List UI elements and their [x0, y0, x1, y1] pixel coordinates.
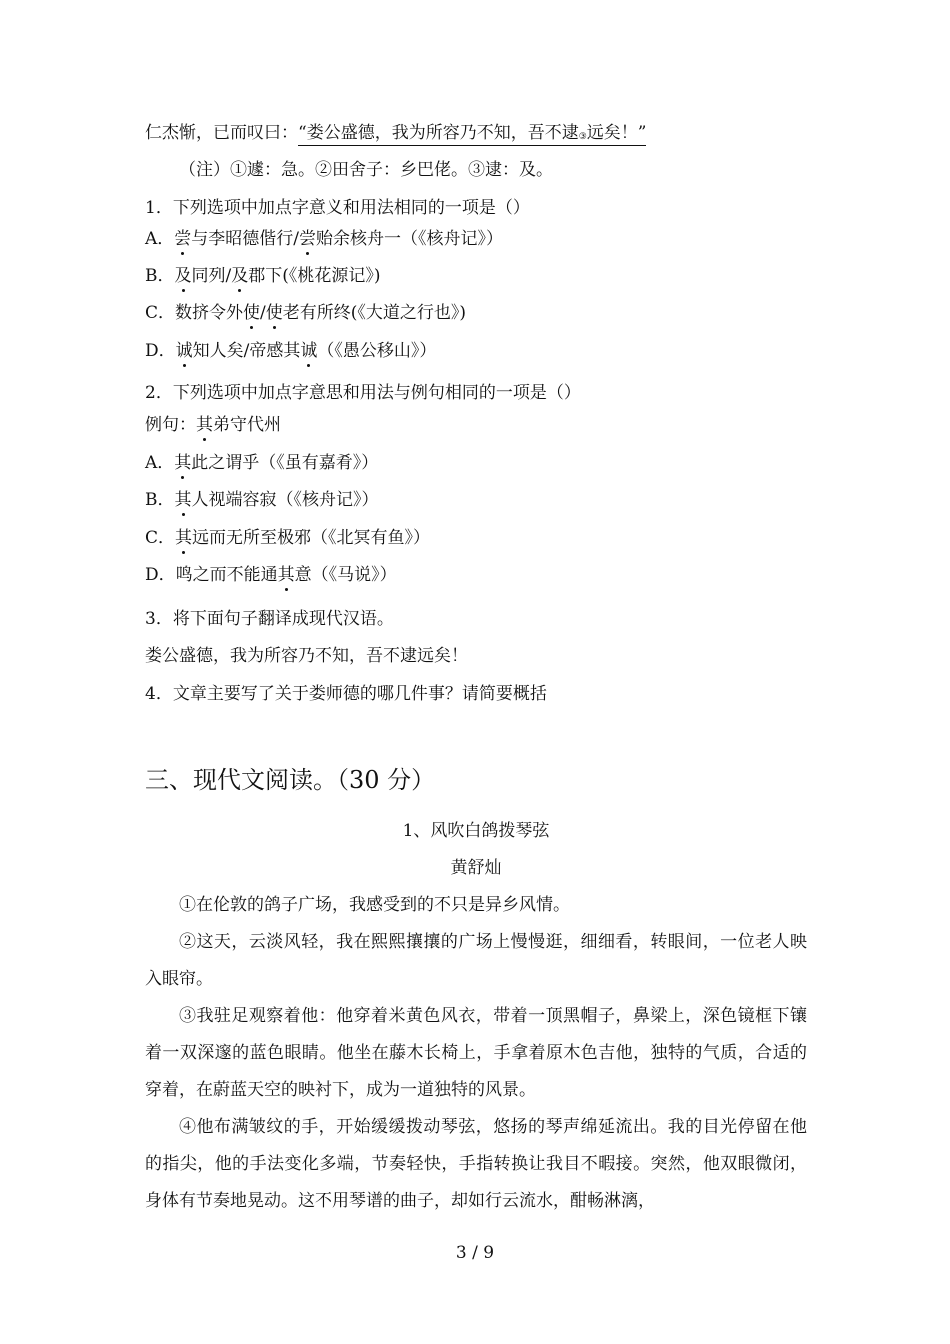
article-title: 1、风吹白鸽拨琴弦 — [402, 821, 550, 841]
dotted-char: 诚 — [175, 341, 193, 361]
question-2-option-a: A．其此之谓乎（《虽有嘉肴》） — [145, 453, 379, 473]
dotted-char: 尝 — [299, 229, 317, 249]
dotted-char: 其 — [174, 490, 192, 510]
question-3-sentence: 娄公盛德，我为所容乃不知，吾不逮远矣！ — [145, 646, 468, 666]
article-author: 黄舒灿 — [450, 858, 502, 878]
dotted-char: 使 — [265, 303, 283, 323]
article-paragraph-3: ③我驻足观察着他：他穿着米黄色风衣，带着一顶黑帽子，鼻梁上，深色镜框下镶着一双深邃的蓝色眼睛。他坐在藤木长椅上，手拿着原木色吉他，独特的气质，合适的穿着，在蔚蓝天空的映衬下，成为一道独特的风景。 — [145, 1006, 807, 1100]
question-4-stem: 4．文章主要写了关于娄师德的哪几件事？请简要概括 — [145, 684, 547, 704]
dotted-char: 使 — [243, 303, 261, 323]
dotted-char: 及 — [174, 266, 192, 286]
dotted-char: 其 — [196, 415, 213, 435]
question-2-option-b: B．其人视端容寂（《核舟记》） — [145, 490, 379, 510]
dotted-char: 诚 — [300, 341, 318, 361]
article-paragraph-2: ②这天，云淡风轻，我在熙熙攘攘的广场上慢慢逛，细细看，转眼间，一位老人映入眼帘。 — [145, 932, 807, 989]
question-1-option-a: A．尝与李昭德偕行/尝贻余核舟一（《核舟记》） — [145, 229, 504, 249]
question-2-example: 例句：其弟守代州 — [145, 415, 281, 435]
article-paragraph-1: ①在伦敦的鸽子广场，我感受到的不只是异乡风情。 — [179, 895, 570, 915]
question-1-option-d: D．诚知人矣/帝感其诚（《愚公移山》） — [145, 341, 437, 361]
footnote-mark: ③ — [578, 132, 587, 142]
question-1-stem: 1．下列选项中加点字意义和用法相同的一项是（） — [145, 198, 530, 218]
passage-last-line — [145, 122, 646, 148]
dotted-char: 尝 — [174, 229, 192, 249]
article-paragraph-4: ④他布满皱纹的手，开始缓缓拨动琴弦，悠扬的琴声绵延流出。我的目光停留在他的指尖，他的手法变化多端，节奏轻快，手指转换让我目不暇接。突然，他双眼微闭，身体有节奏地晃动。这不用琴谱的曲子，却如行云流水，酣畅淋漓， — [145, 1117, 807, 1211]
passage-lead-text: 仁杰惭，已而叹曰： — [145, 123, 298, 143]
question-2-option-c: C．其远而无所至极邪（《北冥有鱼》） — [145, 528, 431, 548]
question-3-stem: 3．将下面句子翻译成现代汉语。 — [145, 609, 394, 629]
dotted-char: 其 — [174, 453, 192, 473]
annotation-notes: （注）①遽：急。②田舍子：乡巴佬。③逮：及。 — [179, 160, 553, 180]
dotted-char: 及 — [231, 266, 249, 286]
dotted-char: 其 — [175, 528, 193, 548]
question-1-option-b: B．及同列/及郡下(《桃花源记》) — [145, 266, 381, 286]
section-title: 三、现代文阅读。（30 分） — [145, 766, 436, 794]
underlined-quote: “娄公盛德，我为所容乃不知，吾不逮③远矣！” — [298, 123, 646, 146]
question-2-stem: 2．下列选项中加点字意思和用法与例句相同的一项是（） — [145, 383, 581, 403]
question-2-option-d: D．鸣之而不能通其意（《马说》） — [145, 565, 397, 585]
dotted-char: 其 — [277, 565, 295, 585]
question-1-option-c: C．数挤令外使/使老有所终(《大道之行也》) — [145, 303, 467, 323]
page-number: 3 / 9 — [455, 1243, 495, 1263]
